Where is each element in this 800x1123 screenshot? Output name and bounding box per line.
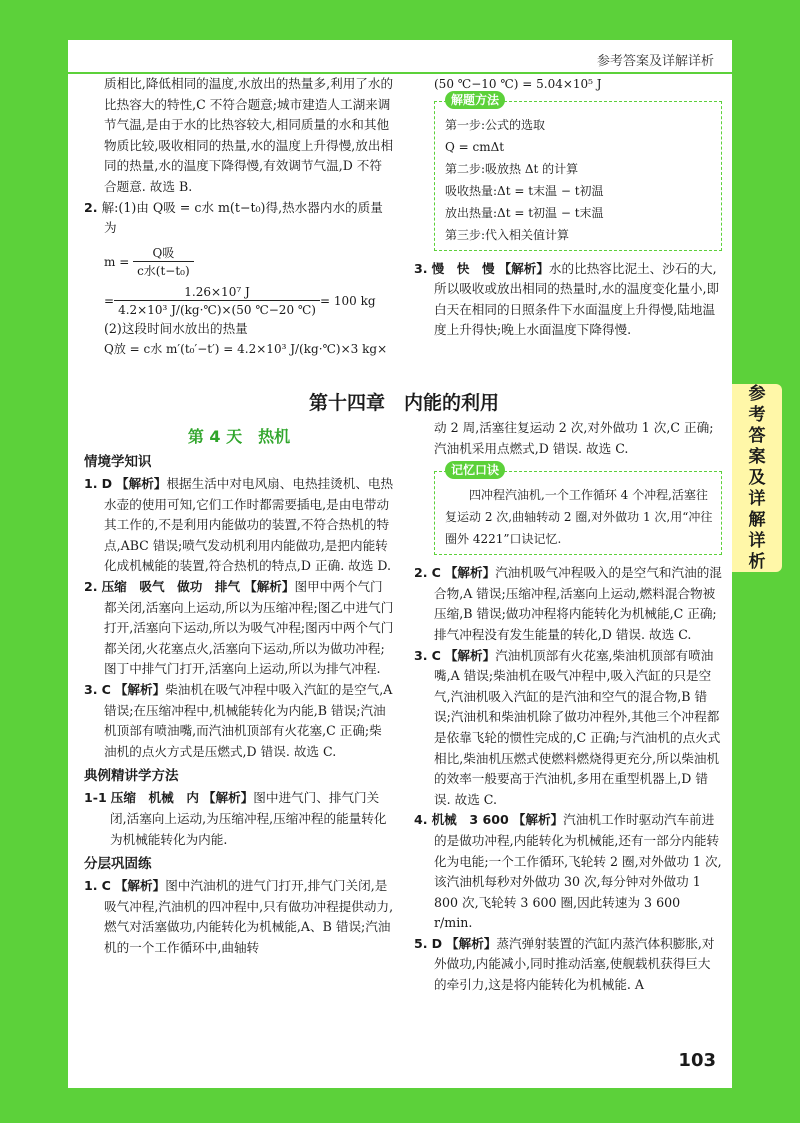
- paragraph: 动 2 周,活塞往复运动 2 次,对外做功 1 次,C 正确;汽油机采用点燃式,D 错误. 故选 C.: [434, 420, 714, 456]
- fraction-denominator: c水(t−t₀): [137, 263, 190, 278]
- item-number: 2.: [84, 578, 98, 594]
- item-number: 3.: [414, 260, 428, 276]
- item-text: 水的比热容比泥土、沙石的大,所以吸收或放出相同的热量时,水的温度变化量小,即白天在相同的日照条件下水面温度上升得慢,陆地温度上升得快;晚上水面温度下降得慢.: [434, 260, 720, 338]
- formula-heat: Q放 = c水 m′(t₀′−t′) = 4.2×10³ J/(kg·℃)×3 kg×: [104, 342, 388, 357]
- formula-result: = 100 kg: [320, 293, 376, 308]
- item-number: 3.: [414, 647, 428, 663]
- formula-calculation: = $\frac{\text{1.26×10⁷ J}}{\text{4.2×10³ J/(kg·℃)×(50 ℃−20 ℃)}}$ = 100 kg: [104, 284, 376, 317]
- analysis-tag: 【解析】: [114, 681, 166, 697]
- item-number: 1.: [84, 878, 98, 894]
- formula-continuation: (50 ℃−10 ℃) = 5.04×10⁵ J: [434, 77, 602, 91]
- item-text: 汽油机工作时驱动汽车前进的是做功冲程,内能转化为机械能,还有一部分内能转化为电能;一个工作循环,飞轮转 2 圈,对外做功 1 次,该汽油机每秒对外做功 30 次,每分钟对外做功 1 800 次,飞轮转 3 600 圈,因此转速为 3 600 r/min.: [434, 812, 722, 931]
- fraction-numerator: 1.26×10⁷ J: [114, 284, 320, 301]
- analysis-tag: 【解析】: [512, 812, 564, 828]
- bottom-right-column: [414, 418, 722, 996]
- method-line: 第二步:吸放热 Δt 的计算: [445, 161, 579, 176]
- top-right-column: [414, 74, 722, 341]
- analysis-tag: 【解析】: [244, 578, 295, 594]
- analysis-tag: 【解析】: [114, 878, 166, 894]
- chapter-title: 第十四章 内能的利用: [308, 392, 499, 414]
- formula-lhs: m =: [104, 254, 130, 269]
- side-tab-char: 析: [748, 551, 766, 572]
- answer-item: [414, 259, 722, 341]
- formula-mass: [84, 245, 394, 280]
- mnemonic-text: 四冲程汽油机,一个工作循环 4 个冲程,活塞往复运动 2 次,曲轴转动 2 圈,对外做功 1 次,用“冲往圈外 4221”口诀记忆.: [445, 488, 713, 547]
- answer-item: [84, 474, 394, 577]
- fraction-numerator: Q吸: [133, 245, 194, 262]
- side-tab-char: 解: [748, 509, 766, 530]
- item-text: 蒸汽弹射装置的汽缸内蒸汽体积膨胀,对外做功,内能减小,同时推动活塞,使舰载机获得巨大的牵引力,这是将内能转化为机械能. A: [434, 935, 715, 993]
- item-answer: C: [101, 878, 111, 894]
- item-number: 2.: [414, 565, 428, 581]
- method-line: 第一步:公式的选取: [445, 117, 546, 132]
- method-line: 放出热量:Δt = t初温 − t末温: [445, 205, 604, 220]
- item-number: 5.: [414, 935, 428, 951]
- method-box-label: 解题方法: [445, 91, 505, 109]
- item-number: 2.: [84, 199, 98, 215]
- mnemonic-box: [434, 463, 722, 555]
- answer-item: [84, 680, 394, 762]
- analysis-tag: 【解析】: [444, 647, 496, 663]
- method-line: 第三步:代入相关值计算: [445, 227, 570, 242]
- top-left-column: [84, 74, 394, 360]
- side-tab-char: 及: [748, 467, 766, 488]
- item-text: 图甲中两个气门都关闭,活塞向上运动,所以为压缩冲程;图乙中进气门打开,活塞向下运动,所以为吸气冲程;图丙中两个气门都关闭,火花塞点火,活塞向下运动,所以为做功冲程;图丁中排气门打开,活塞向上运动,所以为排气冲程.: [104, 578, 394, 677]
- answer-item: [414, 563, 722, 645]
- item-answer: D: [101, 476, 113, 491]
- formula-fraction: [114, 284, 320, 319]
- paragraph: 质相比,降低相同的温度,水放出的热量多,利用了水的比热容大的特性,C 不符合题意;城市建造人工湖来调节气温,是由于水的比热容较大,相同质量的水和其他物质比较,吸收相同的热量,水的温度上升得慢,放出相同的热量,水的温度下降得慢,有效调节气温,D 不符合题意. 故选 B.: [104, 76, 394, 194]
- item-text: 解:(1)由 Q吸 = c水 m(t−t₀)得,热水器内水的质量为: [101, 199, 383, 236]
- analysis-tag: 【解析】: [498, 260, 549, 276]
- answer-item: [84, 198, 394, 239]
- item-number: 4.: [414, 812, 428, 828]
- answer-item: [414, 646, 722, 811]
- item-number: 1.: [84, 476, 98, 491]
- side-tab-char: 答: [748, 425, 766, 446]
- method-line: 吸收热量:Δt = t末温 − t初温: [445, 183, 604, 198]
- method-box: [434, 92, 722, 251]
- mnemonic-box-label: 记忆口诀: [445, 461, 505, 479]
- item-number: 1-1: [84, 790, 107, 806]
- method-line: Q = cmΔt: [445, 139, 505, 154]
- item-text: 图中汽油机的进气门打开,排气门关闭,是吸气冲程,汽油机的四冲程中,只有做功冲程提供动力,燃气对活塞做功,内能转化为机械能,A、B 错误;汽油机的一个工作循环中,曲轴转: [104, 878, 394, 955]
- item-answer: 慢 快 慢: [431, 260, 495, 276]
- item-answer: C: [101, 681, 111, 697]
- answer-item: [84, 577, 394, 680]
- side-tab-char: 参: [748, 383, 766, 404]
- item-text: 柴油机在吸气冲程中吸入汽缸的是空气,A 错误;在压缩冲程中,机械能转化为内能,B 错误;汽油机顶部有喷油嘴,而汽油机顶部有火花塞,C 正确;柴油机的点火方式是压燃式,D 错误. 故选 C.: [104, 681, 393, 759]
- item-answer: D: [431, 935, 443, 951]
- item-answer: 压缩 机械 内: [110, 790, 199, 806]
- page-number: 103: [678, 1050, 716, 1071]
- answer-item: [84, 876, 394, 958]
- side-tab-char: 详: [748, 530, 766, 551]
- item-text: 图中进气门、排气门关闭,活塞向上运动,为压缩冲程,压缩冲程的能量转化为机械能转化为内能.: [110, 790, 387, 847]
- item-answer: C: [431, 565, 441, 581]
- item-answer: 机械 3 600: [431, 812, 509, 828]
- item-text: 汽油机顶部有火花塞,柴油机顶部有喷油嘴,A 错误;柴油机在吸气冲程中,吸入汽缸的只是空气,汽油机吸入汽缸的是汽油和空气的混合物,B 错误;汽油机和柴油机除了做功冲程外,其他三个冲程都是依靠飞轮的惯性完成的,C 正确;与汽油机的点火式相比,柴油机压燃式使燃料燃烧得更充分,所以柴油机的效率一般要高于汽油机,多用在重型机器上,D 错误. 故选 C.: [434, 647, 721, 807]
- side-tab-char: 考: [748, 404, 766, 425]
- analysis-tag: 【解析】: [202, 790, 254, 806]
- formula-fraction: [133, 245, 194, 280]
- answer-item: [414, 810, 722, 934]
- item-text: 根据生活中对电风扇、电热挂烫机、电热水壶的使用可知,它们工作时都需要插电,是由电带动其工作的,不是利用内能做功的装置,不符合热机的特点,ABC 错误;喷气发动机利用内能做功,是把内能转化成机械能的装置,符合热机的特点,D 正确. 故选 D.: [104, 476, 394, 574]
- item-answer: 压缩 吸气 做功 排气: [101, 578, 241, 594]
- item-answer: C: [431, 647, 441, 663]
- analysis-tag: 【解析】: [444, 565, 496, 581]
- day-title: 第 4 天 热机: [187, 427, 291, 446]
- answer-item: [414, 934, 722, 996]
- paragraph: (2)这段时间水放出的热量: [104, 320, 248, 336]
- side-tab: [732, 384, 782, 572]
- analysis-tag: 【解析】: [116, 476, 167, 491]
- section-heading: 典例精讲学方法: [84, 768, 179, 785]
- fraction-denominator: 4.2×10³ J/(kg·℃)×(50 ℃−20 ℃): [118, 302, 316, 317]
- section-heading: 分层巩固练: [84, 856, 152, 873]
- section-heading: 情境学知识: [84, 454, 152, 470]
- side-tab-char: 案: [748, 446, 766, 467]
- item-number: 3.: [84, 681, 98, 697]
- header-title: 参考答案及详解详析: [596, 54, 714, 69]
- side-tab-char: 详: [748, 488, 766, 509]
- answer-item: [84, 788, 394, 850]
- item-text: 汽油机吸气冲程吸入的是空气和汽油的混合物,A 错误;压缩冲程,活塞向上运动,燃料混合物被压缩,B 错误;做功冲程将内能转化为机械能,C 正确;排气冲程没有发生能量的转化,D 错误. 故选 C.: [434, 565, 722, 642]
- bottom-left-column: [84, 448, 394, 958]
- analysis-tag: 【解析】: [446, 935, 497, 951]
